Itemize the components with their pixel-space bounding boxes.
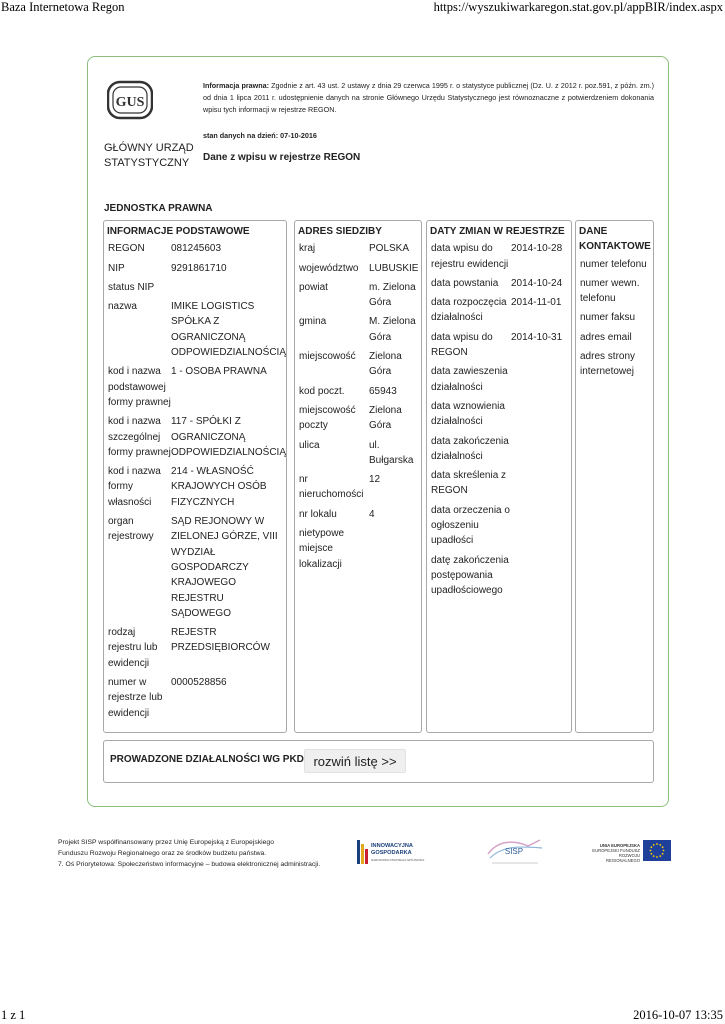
address-row xyxy=(295,241,419,260)
page-number: 1 z 1 xyxy=(1,1008,26,1022)
dates-row-value: 2014-10-31 xyxy=(511,331,563,343)
contact-item: adres strony internetowej xyxy=(580,351,636,378)
dates-row-value: 2014-11-01 xyxy=(511,297,562,309)
basic-info-row-label: rodzaj rejestru lub ewidencji xyxy=(108,627,158,669)
basic-info-panel xyxy=(103,220,287,733)
dates-row-label: data wpisu do rejestru ewidencji xyxy=(431,243,509,270)
address-row-value: Zielona Góra xyxy=(369,351,402,378)
address-row-label: miejscowość xyxy=(299,351,356,363)
address-row-label: nietypowe miejsce lokalizacji xyxy=(299,528,345,570)
activities-label: PROWADZONE DZIAŁALNOŚCI WG PKD xyxy=(110,754,304,765)
dates-row-label: data powstania xyxy=(431,277,499,289)
contact-title: DANE KONTAKTOWE xyxy=(579,226,651,253)
address-row-label: gmina xyxy=(299,316,327,328)
print-url[interactable]: https://wyszukiwarkaregon.stat.gov.pl/appBIR/index.aspx xyxy=(433,0,723,14)
basic-info-row-value xyxy=(171,280,286,299)
basic-info-row-value: 0000528856 xyxy=(170,677,227,689)
expand-list-button[interactable]: rozwiń listę >> xyxy=(304,749,406,773)
basic-info-row xyxy=(104,514,286,625)
contact-item: numer wewn. telefonu xyxy=(580,277,640,305)
basic-info-row-label: NIP xyxy=(108,262,125,274)
basic-info-row xyxy=(104,241,286,260)
basic-info-row xyxy=(104,261,286,280)
contact-item: numer faksu xyxy=(580,312,636,324)
dates-row xyxy=(427,399,569,434)
dates-row-label: data zawieszenia działalności xyxy=(431,366,508,393)
address-row-label: powiat xyxy=(299,281,328,293)
address-row xyxy=(295,472,419,507)
address-row-value: 4 xyxy=(369,508,375,520)
address-row-value: 12 xyxy=(369,474,381,486)
eu-flag-icon xyxy=(643,840,671,861)
basic-info-row-label: kod i nazwa podstawowej formy prawnej xyxy=(108,366,171,408)
sisp-logo-text: SISP xyxy=(504,847,524,856)
dates-row-value: 2014-10-24 xyxy=(511,277,563,289)
address-row-label: miejscowość poczty xyxy=(299,404,356,432)
dates-row-value xyxy=(511,399,569,434)
address-row xyxy=(295,526,419,576)
basic-info-row-value: 1 - OSOBA PRAWNA xyxy=(170,366,267,378)
legal-info-label: Informacja prawna: xyxy=(203,81,270,90)
dates-row xyxy=(427,468,569,503)
innowacyjna-gospodarka-logo: INNOWACYJNA GOSPODARKA NARODOWA STRATEGIA SPÓJNOŚCI xyxy=(355,840,440,866)
organization-name: GŁÓWNY URZĄD STATYSTYCZNY xyxy=(104,142,194,169)
address-row-label: ulica xyxy=(299,439,320,451)
basic-info-row-label: organ rejestrowy xyxy=(108,516,154,543)
dates-row xyxy=(427,330,569,365)
address-row-value: m. Zielona Góra xyxy=(369,281,416,309)
address-row-value: LUBUSKIE xyxy=(369,262,419,274)
dates-row-label: data zakończenia działalności xyxy=(431,435,509,462)
dates-row xyxy=(427,503,569,553)
address-row-value: Zielona Góra xyxy=(369,404,402,432)
basic-info-row-value: REJESTR PRZEDSIĘBIORCÓW xyxy=(170,627,270,654)
dates-row xyxy=(427,553,569,603)
dates-row xyxy=(427,276,569,295)
entity-type: JEDNOSTKA PRAWNA xyxy=(104,203,213,214)
address-row-value: 65943 xyxy=(369,385,397,397)
address-panel xyxy=(294,220,422,733)
basic-info-row xyxy=(104,364,286,414)
basic-info-row-value: 081245603 xyxy=(170,243,222,255)
print-title: Baza Internetowa Regon xyxy=(1,0,125,14)
basic-info-row-label: status NIP xyxy=(108,281,155,293)
address-row-label: nr nieruchomości xyxy=(299,474,364,501)
dates-row-label: data skreślenia z REGON xyxy=(431,470,507,497)
address-row xyxy=(295,314,419,349)
eu-fund-logo: UNIA EUROPEJSKA EUROPEJSKI FUNDUSZ ROZWOJU REGIONALNEGO xyxy=(585,840,673,864)
dates-row xyxy=(427,241,569,276)
address-row xyxy=(295,507,419,526)
address-row xyxy=(295,349,419,384)
dates-row-label: data wpisu do REGON xyxy=(431,331,493,359)
funding-note: Projekt SISP współfinansowany przez Unię Europejską z Europejskiego Funduszu Rozwoju Regionalnego oraz ze środków budżetu państwa. 7. Oś Priorytetowa: Społeczeństwo informacyjne – budowa elektronicznej administracji. xyxy=(58,839,321,868)
address-row-value: ul. Bułgarska xyxy=(369,439,414,466)
basic-info-row-label: kod i nazwa formy własności xyxy=(108,466,161,508)
basic-info-row-value: 9291861710 xyxy=(170,262,227,274)
dates-row-value xyxy=(511,364,569,399)
dates-row-label: data rozpoczęcia działalności xyxy=(431,297,507,324)
basic-info-row-label: kod i nazwa szczególnej formy prawnej xyxy=(108,416,171,458)
address-row xyxy=(295,438,419,473)
basic-info-row-value: SĄD REJONOWY W ZIELONEJ GÓRZE, VIII WYDZIAŁ GOSPODARCZY KRAJOWEGO REJESTRU SĄDOWEGO xyxy=(170,516,278,619)
legal-info xyxy=(203,80,654,116)
basic-info-row xyxy=(104,414,286,464)
dates-row xyxy=(427,295,569,330)
dates-row-value xyxy=(511,553,569,603)
dates-row-value xyxy=(511,503,569,553)
dates-row xyxy=(427,364,569,399)
contact-item: numer telefonu xyxy=(580,258,647,270)
activities-section xyxy=(103,740,654,783)
basic-info-row-value: 214 - WŁASNOŚĆ KRAJOWYCH OSÓB FIZYCZNYCH xyxy=(170,466,267,508)
basic-info-row xyxy=(104,299,286,364)
address-row-label: nr lokalu xyxy=(299,508,337,520)
contact-item: adres email xyxy=(580,331,632,343)
dates-row-label: datę zakończenia postępowania upadłościowego xyxy=(431,554,509,597)
dates-row-label: data orzeczenia o ogłoszeniu upadłości xyxy=(431,504,510,547)
sisp-logo xyxy=(484,836,546,866)
address-row-label: województwo xyxy=(299,262,359,274)
basic-info-row-value: IMIKE LOGISTICS SPÓŁKA Z OGRANICZONĄ ODPOWIEDZIALNOŚCIĄ xyxy=(170,301,286,359)
contact-panel xyxy=(575,220,654,733)
regon-report-card xyxy=(87,56,669,807)
address-row-label: kraj xyxy=(299,243,316,255)
basic-info-row xyxy=(104,280,286,299)
basic-info-row xyxy=(104,625,286,675)
address-row xyxy=(295,280,419,315)
address-row-label: kod poczt. xyxy=(299,385,345,397)
gus-logo xyxy=(107,78,153,122)
basic-info-title: INFORMACJE PODSTAWOWE xyxy=(107,226,250,237)
address-row-value: POLSKA xyxy=(369,243,410,255)
dates-panel xyxy=(426,220,572,733)
data-date: stan danych na dzień: 07-10-2016 xyxy=(203,131,317,140)
basic-info-row-label: nazwa xyxy=(108,301,137,313)
ig-emblem-icon xyxy=(355,840,369,864)
dates-row-value xyxy=(511,468,569,503)
basic-info-row-label: REGON xyxy=(108,243,145,255)
basic-info-row-value: 117 - SPÓŁKI Z OGRANICZONĄ ODPOWIEDZIALNOŚCIĄ xyxy=(170,416,286,458)
print-datetime: 2016-10-07 13:35 xyxy=(633,1008,723,1022)
address-title: ADRES SIEDZIBY xyxy=(298,226,382,237)
basic-info-row-label: numer w rejestrze lub ewidencji xyxy=(108,677,163,719)
page-title: Dane z wpisu w rejestrze REGON xyxy=(203,152,361,163)
gus-logo-text: GUS xyxy=(115,95,145,110)
address-row xyxy=(295,384,419,403)
address-row xyxy=(295,403,419,438)
dates-title: DATY ZMIAN W REJESTRZE xyxy=(430,226,565,237)
dates-row-value xyxy=(511,434,569,469)
basic-info-row xyxy=(104,464,286,514)
legal-info-text: Zgodnie z art. 43 ust. 2 ustawy z dnia 29 czerwca 1995 r. o statystyce publicznej (Dz. U. z 2012 r. poz.591, z późn. zm.) od dnia 1 lipca 2011 r. udostępnienie danych na stronie Głównego Urzędu Statystycznego jest równoznaczne z potwierdzeniem dokonania wpisu tych informacji w rejestrze REGON. xyxy=(203,81,655,114)
dates-row-label: data wznowienia działalności xyxy=(431,400,505,428)
address-row-value xyxy=(369,526,419,576)
dates-row-value: 2014-10-28 xyxy=(511,243,563,255)
dates-row xyxy=(427,434,569,469)
address-row-value: M. Zielona Góra xyxy=(369,316,416,343)
address-row xyxy=(295,261,419,280)
basic-info-row xyxy=(104,675,286,725)
